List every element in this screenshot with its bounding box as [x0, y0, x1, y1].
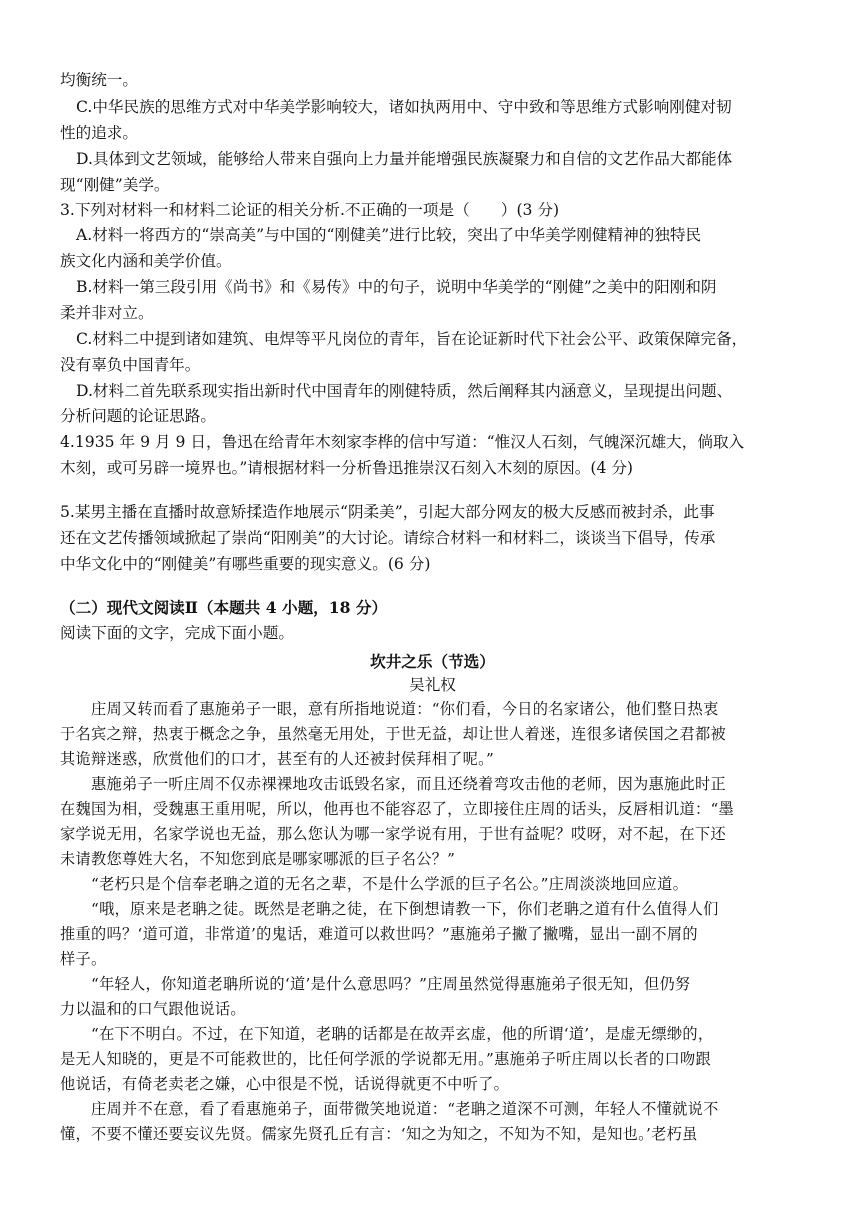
text-line: 中华文化中的“刚健美”有哪些重要的现实意义。(6 分) [60, 555, 431, 573]
option-c-line: C.中华民族的思维方式对中华美学影响较大，诸如执两用中、守中致和等思维方式影响刚健对韧 [76, 98, 732, 116]
text-line: 分析问题的论证思路。 [60, 407, 216, 425]
text-line: 均衡统一。 [60, 71, 138, 89]
option-d-line: D.具体到文艺领域，能够给人带来自强向上力量并能增强民族凝聚力和自信的文艺作品大都能体 [76, 150, 733, 168]
story-line: 是无人知晓的，更是不可能救世的，比任何学派的学说都无用。”惠施弟子听庄周以长者的口吻跟 [60, 1050, 711, 1068]
option-c-line: C.材料二中提到诸如建筑、电焊等平凡岗位的青年，旨在论证新时代下社会公平、政策保障完备， [76, 330, 748, 348]
option-d-line: D.材料二首先联系现实指出新时代中国青年的刚健特质，然后阐释其内涵意义，呈现提出问题、 [76, 382, 733, 400]
story-line: 庄周又转而看了惠施弟子一眼，意有所指地说道：“你们看，今日的名家诸公，他们整日热衷 [91, 700, 719, 718]
text-line: 还在文艺传播领域掀起了崇尚“阳刚美”的大讨论。请综合材料一和材料二，谈谈当下倡导，传承 [60, 529, 716, 547]
story-line: “哦，原来是老聃之徒。既然是老聃之徒，在下倒想请教一下，你们老聃之道有什么值得人们 [91, 900, 719, 918]
story-line: 样子。 [60, 950, 107, 968]
question-3: 3.下列对材料一和材料二论证的相关分析.不正确的一项是（ ）(3 分) [60, 201, 560, 219]
story-line: 推重的吗？‘道可道，非常道’的鬼话，难道可以救世吗？”惠施弟子撇了撇嘴，显出一副不屑的 [60, 925, 698, 943]
text-line: 木刻，或可另辟一境界也。”请根据材料一分析鲁迅推崇汉石刻入木刻的原因。(4 分) [60, 459, 633, 477]
story-line: 惠施弟子一听庄周不仅赤裸裸地攻击诋毁名家，而且还绕着弯攻击他的老师，因为惠施此时正 [91, 775, 726, 793]
option-b-line: B.材料一第三段引用《尚书》和《易传》中的句子，说明中华美学的“刚健”之美中的阳刚和阴 [76, 278, 717, 296]
option-a-line: A.材料一将西方的“崇高美”与中国的“刚健美”进行比较，突出了中华美学刚健精神的独特民 [76, 226, 702, 244]
question-5: 5.某男主播在直播时故意矫揉造作地展示“阴柔美”，引起大部分网友的极大反感而被封杀，此事 [60, 503, 715, 521]
text-line: 族文化内涵和美学价值。 [60, 252, 232, 270]
text-line: 没有辜负中国青年。 [60, 356, 201, 374]
story-line: 他说话，有倚老卖老之嫌，心中很是不悦，话说得就更不中听了。 [60, 1075, 510, 1093]
story-line: 于名宾之辩，热衷于概念之争，虽然毫无用处，于世无益，却让世人着迷，连很多诸侯国之君都被 [60, 725, 726, 743]
story-line: “在下不明白。不过，在下知道，老聃的话都是在故弄玄虚，他的所谓‘道’，是虚无缥缈的， [91, 1025, 714, 1043]
story-author: 吴礼权 [409, 676, 456, 694]
story-line: 庄周并不在意，看了看惠施弟子，面带微笑地说道：“老聃之道深不可测，年轻人不懂就说不 [91, 1100, 719, 1118]
story-line: 未请教您尊姓大名，不知您到底是哪家哪派的巨子名公？” [60, 850, 456, 868]
story-line: 在魏国为相，受魏惠王重用呢，所以，他再也不能容忍了，立即接住庄周的话头，反唇相讥道：“墨 [60, 800, 735, 818]
text-line: 性的追求。 [60, 124, 138, 142]
story-line: 懂，不要不懂还要妄议先贤。儒家先贤孔丘有言：‘知之为知之，不知为不知，是知也。’老朽虽 [60, 1125, 698, 1143]
story-line: 力以温和的口气跟他说话。 [60, 1000, 246, 1018]
story-line: “年轻人，你知道老聃所说的‘道’是什么意思吗？”庄周虽然觉得惠施弟子很无知，但仍努 [91, 975, 691, 993]
section-instruction: 阅读下面的文字，完成下面小题。 [60, 624, 294, 642]
text-line: 柔并非对立。 [60, 304, 154, 322]
section-heading: （二）现代文阅读Ⅱ（本题共 4 小题，18 分） [60, 598, 388, 617]
story-title: 坎井之乐（节选） [370, 652, 495, 671]
text-line: 现“刚健”美学。 [60, 176, 170, 194]
story-line: 家学说无用，名家学说也无益，那么您认为哪一家学说有用，于世有益呢？哎呀，对不起，在下还 [60, 825, 726, 843]
story-line: 其诡辩迷惑，欣赏他们的口才，甚至有的人还被封侯拜相了呢。” [60, 750, 495, 768]
story-line: “老朽只是个信奉老聃之道的无名之辈，不是什么学派的巨子名公。”庄周淡淡地回应道。 [91, 875, 689, 893]
question-4: 4.1935 年 9 月 9 日，鲁迅在给青年木刻家李桦的信中写道：“惟汉人石刻，气魄深沉雄大，倘取入 [60, 433, 745, 451]
